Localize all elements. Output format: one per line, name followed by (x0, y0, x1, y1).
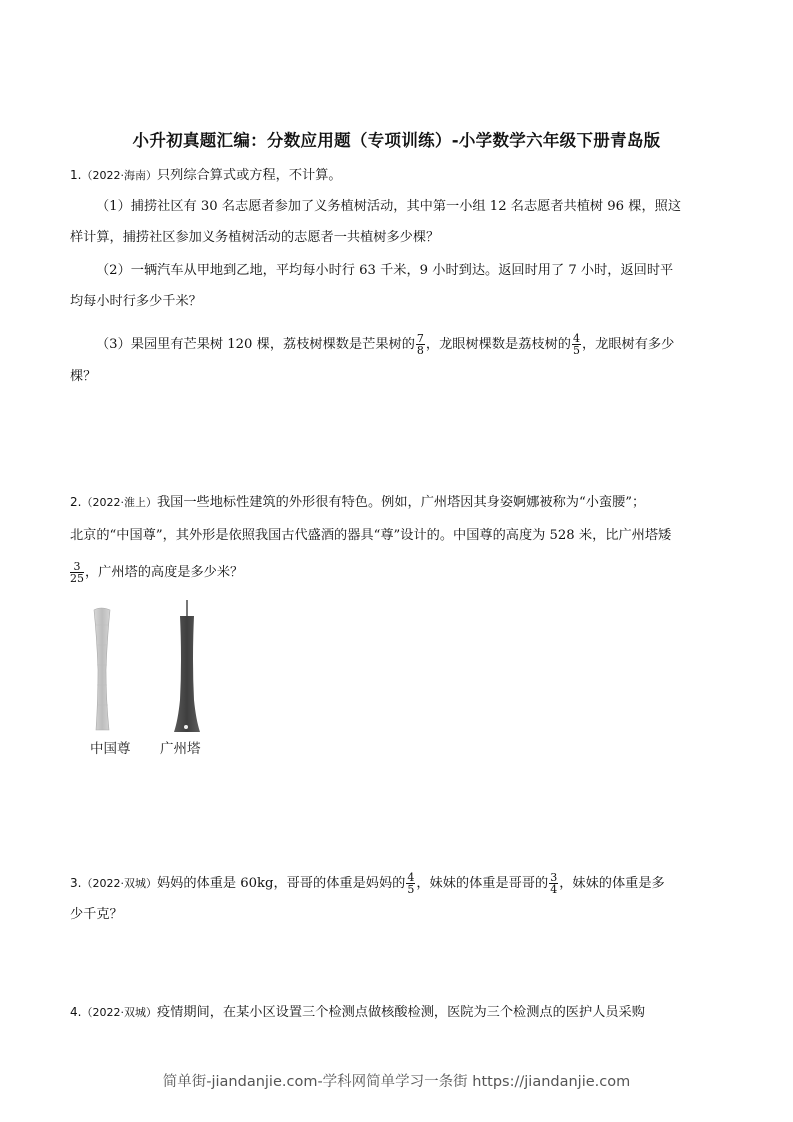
question-source: （2022·淮上） (81, 496, 157, 509)
numerator: 3 (70, 561, 84, 573)
numerator: 4 (407, 871, 415, 884)
question-text: 妈妈的体重是 60kg，哥哥的体重是妈妈的 (156, 876, 406, 891)
part-text: 果园里有芒果树 120 棵，荔枝树棵数是芒果树的 (130, 337, 415, 352)
fraction (416, 333, 425, 356)
question-2-line1 (70, 493, 645, 512)
figure-label-canton-tower: 广州塔 (160, 741, 201, 757)
denominator: 8 (416, 344, 424, 357)
part-text: ，龙眼树有多少 (581, 337, 675, 352)
question-text: ，广州塔的高度是多少米？ (85, 565, 244, 580)
question-3-line2: 少千克？ (70, 907, 123, 922)
fraction (70, 561, 84, 584)
question-number: 4. (70, 1005, 82, 1019)
q1-part3-line2: 棵？ (70, 369, 97, 384)
document-title: 小升初真题汇编：分数应用题（专项训练）-小学数学六年级下册青岛版 (132, 131, 661, 150)
part-label: （3） (96, 337, 131, 352)
question-2-line2: 北京的“中国尊”，其外形是依照我国古代盛酒的器具“尊”设计的。中国尊的高度为 528 米，比广州塔矮 (70, 528, 672, 543)
denominator: 5 (407, 883, 415, 896)
q1-part2-line1 (96, 262, 673, 280)
part-label: （2） (96, 263, 131, 278)
question-source: （2022·双城） (81, 1006, 157, 1019)
question-source: （2022·海南） (81, 169, 157, 182)
part-text: ，龙眼树棵数是荔枝树的 (425, 337, 571, 352)
page-footer: 简单街-jiandanjie.com-学科网简单学习一条街 https://jiandanjie.com (162, 1074, 631, 1090)
question-2-line3 (70, 561, 243, 584)
numerator: 4 (572, 332, 580, 345)
question-number: 1. (70, 168, 82, 182)
part-label: （1） (96, 199, 131, 214)
part-text: 捕捞社区有 30 名志愿者参加了义务植树活动，其中第一小组 12 名志愿者共植树 96 棵，照这 (130, 199, 682, 214)
towers-illustration-icon (86, 600, 216, 740)
numerator: 3 (550, 871, 558, 884)
question-text: ，妹妹的体重是哥哥的 (416, 876, 549, 891)
fraction (572, 333, 581, 356)
denominator: 25 (70, 572, 84, 585)
fraction (549, 872, 558, 895)
q1-part1-line2: 样计算，捕捞社区参加义务植树活动的志愿者一共植树多少棵？ (70, 230, 440, 245)
question-text: 疫情期间，在某小区设置三个检测点做核酸检测，医院为三个检测点的医护人员采购 (156, 1005, 645, 1020)
denominator: 5 (572, 344, 580, 357)
question-4-line1 (70, 1003, 645, 1022)
question-text: ，妹妹的体重是多 (559, 876, 665, 891)
question-1-header (70, 166, 342, 185)
fraction (406, 872, 415, 895)
q1-part3-line1 (96, 333, 674, 356)
q1-part1-line1 (96, 198, 681, 216)
question-number: 2. (70, 495, 82, 509)
question-text: 我国一些地标性建筑的外形很有特色。例如，广州塔因其身姿婀娜被称为“小蛮腰”； (156, 495, 646, 510)
towers-figure (86, 600, 216, 760)
figure-label-china-zun: 中国尊 (90, 741, 131, 757)
question-number: 3. (70, 876, 82, 890)
denominator: 4 (550, 883, 558, 896)
question-source: （2022·双城） (81, 877, 157, 890)
numerator: 7 (416, 332, 424, 345)
question-3-line1 (70, 872, 665, 895)
question-intro: 只列综合算式或方程，不计算。 (156, 168, 342, 183)
part-text: 一辆汽车从甲地到乙地，平均每小时行 63 千米，9 小时到达。返回时用了 7 小时，返回时平 (130, 263, 674, 278)
q1-part2-line2: 均每小时行多少千米？ (70, 294, 202, 309)
